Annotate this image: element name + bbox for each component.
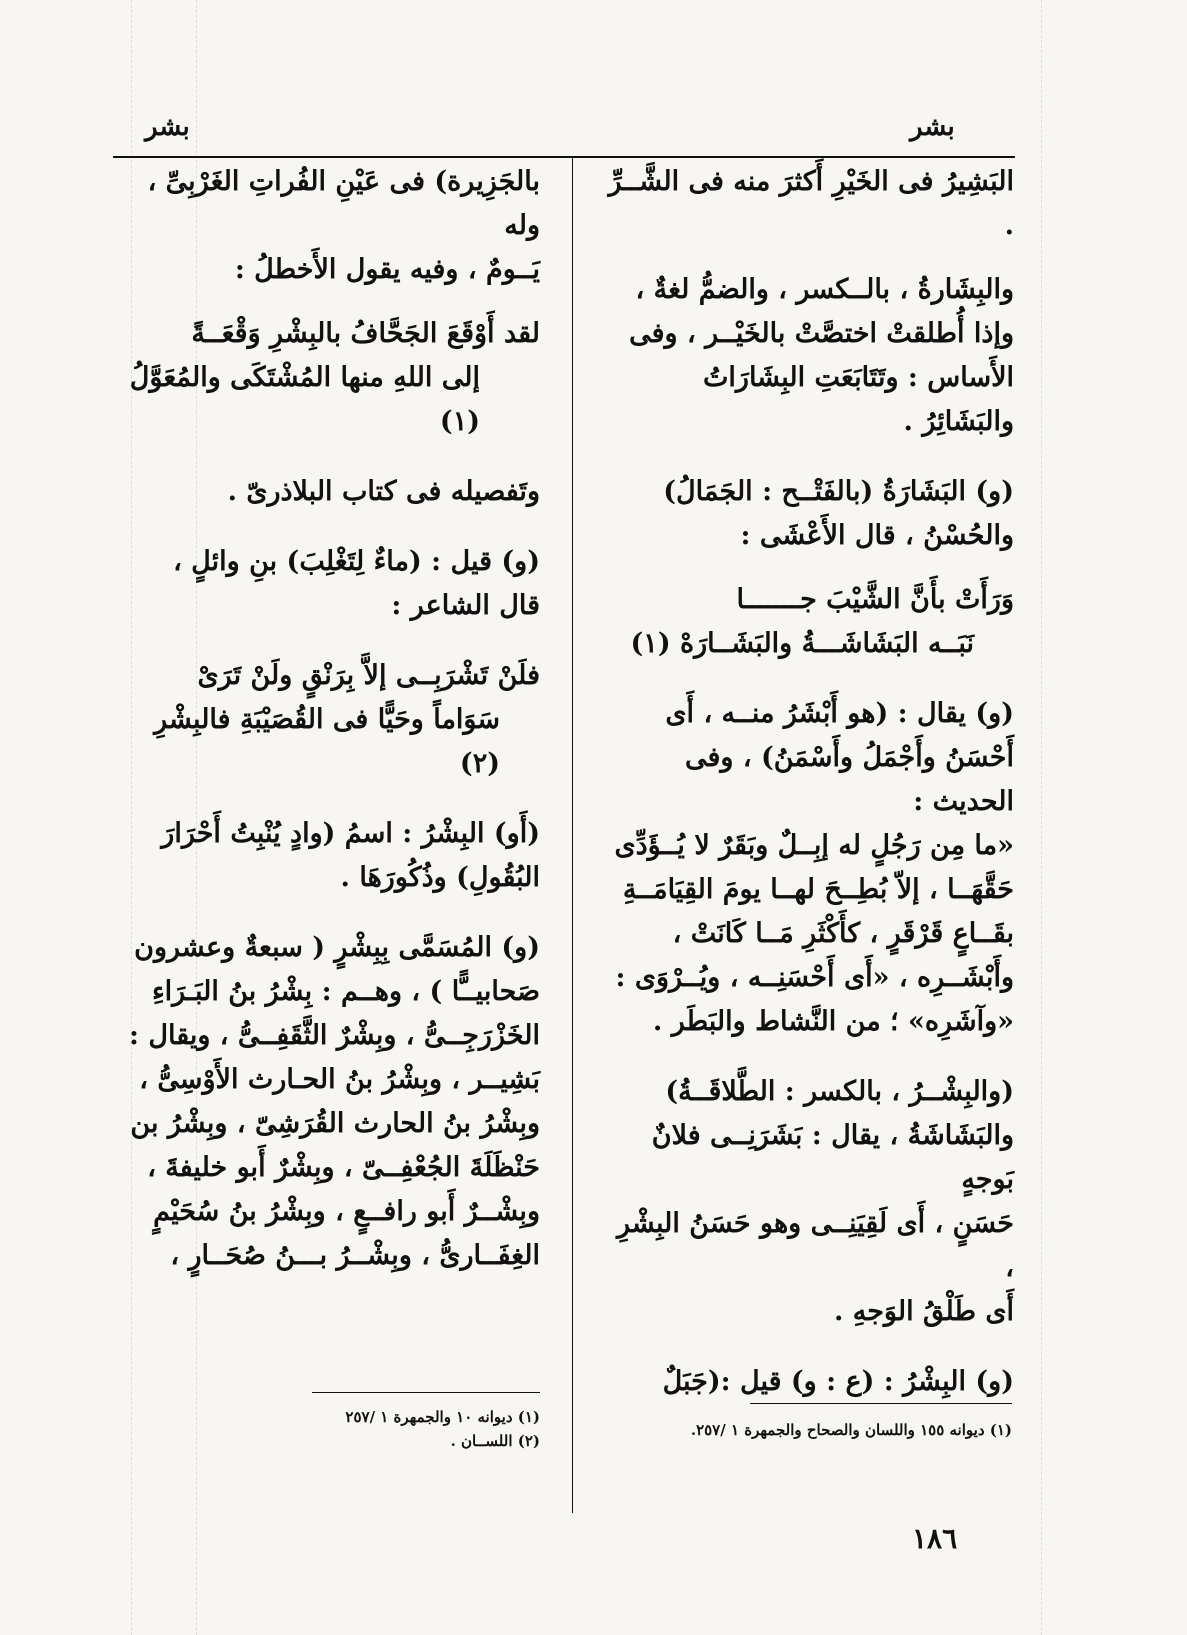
footnote-rule-left	[312, 1392, 540, 1393]
paragraph-line: (و) البَشَارَةُ (بالفَتْــح : الجَمَالُ)	[663, 476, 1014, 507]
right-column	[602, 160, 1014, 1404]
paragraph-line: وبِشْرُ بنُ الحارث القُرَشِىّ ، وبِشْرُ بن	[130, 1108, 540, 1139]
paragraph-line: بقَــاعٍ قَرْقَرٍ ، كأَكْثَرِ مَــا كَانَتْ ،	[672, 918, 1014, 949]
paragraph-line: وأَبْشَــرِه ، «أَى أَحْسَنِــه ، ويُــرْوَى :	[615, 962, 1014, 993]
paragraph-line: حَنْظَلَةَ الجُعْفِــىّ ، وبِشْرٌ أَبو خليفةَ ،	[147, 1152, 540, 1183]
footnotes-right	[600, 1418, 1012, 1442]
footnote: (٢) اللســان .	[450, 1432, 540, 1450]
left-column	[112, 160, 540, 1278]
paragraph-line: حَسَنٍ ، أَى لَقِيَنِــى وهو حَسَنُ البِشْرِ ،	[617, 1208, 1014, 1283]
paragraph-line: البَشِيرُ فى الخَيْرِ أَكثرَ منه فى الشَّــرِّ .	[608, 166, 1014, 241]
header-word-right: بشر	[910, 112, 955, 142]
header-word-left: بشر	[145, 112, 190, 142]
footnote: (١) ديوانه ١٠ والجمهرة ١ /٢٥٧	[345, 1408, 540, 1426]
paragraph-line: الغِفَــارىُّ ، وبِشْــرُ بـــنُ صُحَــارٍ ،	[170, 1240, 540, 1271]
footnotes-left	[112, 1405, 540, 1453]
verse-line: سَوَاماً وحَيًّا فى القُصَيْبَةِ فالبِشْرِ (٢)	[154, 704, 500, 779]
footnote-rule-right	[750, 1403, 1012, 1404]
paragraph-line: البُقُولِ) وذُكُورَهَا .	[340, 862, 540, 893]
paragraph-line: الأَساس : وتَتَابَعَتِ البِشَارَاتُ والبَشَائِرُ .	[702, 362, 1014, 437]
paragraph-line: (و) البِشْرُ : (ع : و) قيل :(جَبَلٌ	[662, 1366, 1014, 1397]
verse-line: فلَنْ تَشْرَبِــى إلاَّ بِرَنْقٍ ولَنْ تَرَىْ	[197, 660, 540, 691]
verse-line: لقد أَوْقَعَ الجَحَّافُ بالبِشْرِ وَقْعَــةً	[191, 318, 540, 349]
paragraph-line: والبَشَاشَةُ ، يقال : بَشَرَنِــى فلانٌ بَوجهٍ	[651, 1120, 1014, 1195]
paragraph-line: أَى طَلْقُ الوَجهِ .	[833, 1296, 1014, 1327]
paragraph-line: قال الشاعر :	[391, 590, 540, 621]
page-number: ١٨٦	[912, 1522, 958, 1555]
paragraph-line: (والبِشْــرُ ، بالكسر : الطَّلاقَــةُ)	[665, 1076, 1014, 1107]
paragraph-line: والبِشَارةُ ، بالــكسر ، والضمُّ لغةٌ ،	[635, 274, 1014, 305]
paragraph-line: الخَزْرَجِــىُّ ، وبِشْرٌ الثَّقَفِــىُّ ، ويقال :	[128, 1020, 540, 1051]
footnote: (١) ديوانه ١٥٥ واللسان والصحاح والجمهرة ١ /٢٥٧.	[690, 1421, 1012, 1439]
paragraph-line: بالجَزِيرة) فى عَيْنِ الفُراتِ الغَرْبِىِّ ، وله	[147, 166, 540, 241]
verse-line: نَبَــه البَشَاشَـــةُ والبَشَــارَهْ (١)	[630, 628, 974, 659]
paragraph-line: وإذا أُطلقتْ اختصَّتْ بالخَيْــر ، وفى	[629, 318, 1014, 349]
paragraph-line: يَــومٌ ، وفيه يقول الأَخطلُ :	[234, 254, 540, 285]
column-divider	[572, 158, 573, 1513]
paragraph-line: وتَفصيله فى كتاب البلاذرىّ .	[227, 476, 540, 507]
paragraph-line: «ما مِن رَجُلٍ له إبِــلٌ وبَقَرٌ لا يُــؤَدِّى	[614, 830, 1014, 861]
paragraph-line: وبِشْــرٌ أَبو رافــعٍ ، وبِشْرُ بنُ سُحَيْمٍ	[153, 1196, 540, 1227]
verse-line: وَرَأَتْ بأَنَّ الشَّيْبَ جـــــــا	[736, 584, 1014, 615]
paragraph-line: (و) يقال : (هو أَبْشَرُ منــه ، أَى	[665, 698, 1014, 729]
paragraph-line: (و) المُسَمَّى بِبِشْرٍ ( سبعةٌ وعشرون	[134, 932, 540, 963]
scan-guide-line	[1041, 0, 1042, 1635]
paragraph-line: أَحْسَنُ وأَجْمَلُ وأَسْمَنُ) ، وفى الحديث :	[685, 742, 1014, 817]
paragraph-line: حَقَّهَــا ، إلاّ بُطِــحَ لهــا يومَ القِيَامَــةِ	[622, 874, 1014, 905]
paragraph-line: بَشِيــر ، وبِشْرُ بنُ الحـارث الأَوْسِىُّ ،	[139, 1064, 540, 1095]
paragraph-line: «وآشَرِه» ؛ من النَّشاط والبَطَر .	[652, 1006, 1014, 1037]
paragraph-line: والحُسْنُ ، قال الأَعْشَى :	[740, 520, 1014, 551]
paragraph-line: صَحابيــًّا ) ، وهــم : بِشْرُ بنُ البَـرَاءِ	[151, 976, 540, 1007]
paragraph-line: (و) قيل : (ماءٌ لِتَغْلِبَ) بنِ وائلٍ ،	[173, 546, 540, 577]
header-rule	[113, 156, 1015, 158]
paragraph-line: (أَو) البِشْرُ : اسمُ (وادٍ يُنْبِتُ أَحْرَارَ	[161, 818, 540, 849]
verse-line: إلى اللهِ منها المُشْتَكَى والمُعَوَّلُ (١)	[129, 362, 480, 437]
